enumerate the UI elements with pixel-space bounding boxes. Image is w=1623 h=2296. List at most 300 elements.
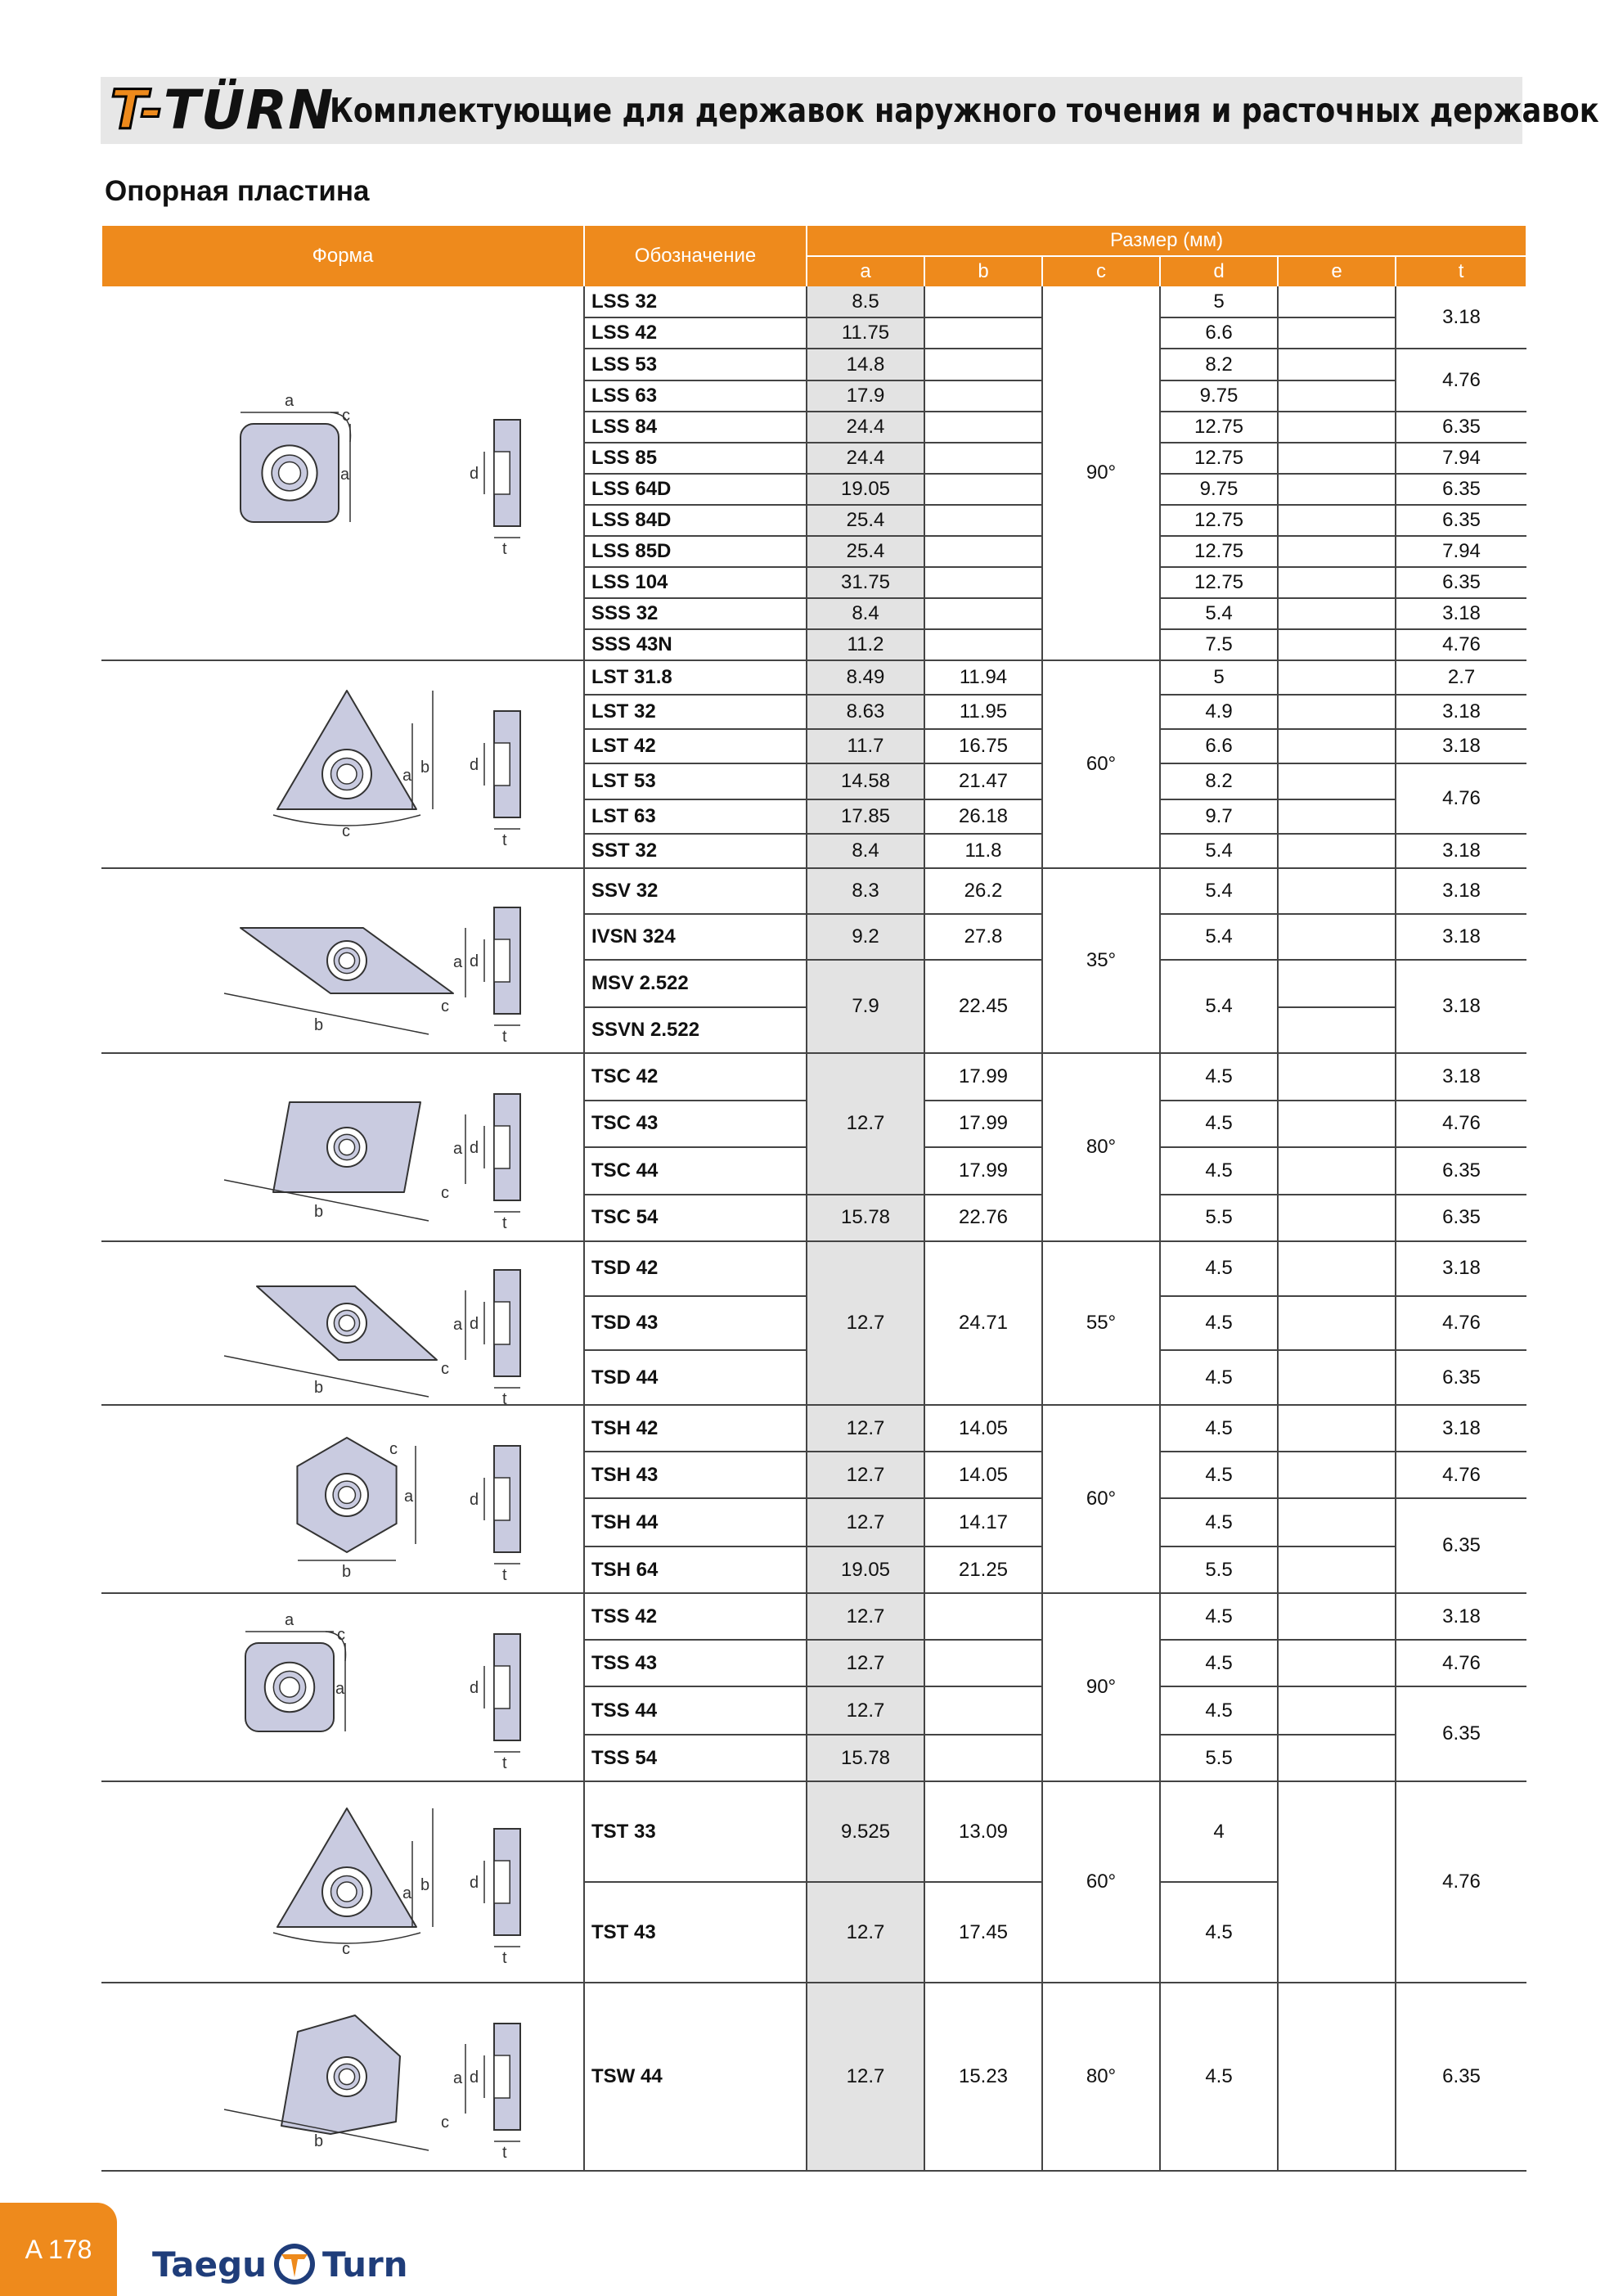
table-row (101, 1983, 1526, 2171)
dim-t-value: 4.76 (1396, 1296, 1526, 1351)
part-code: LSS 85 (584, 443, 807, 474)
dim-c-value: 80° (1042, 1053, 1160, 1241)
dim-a-value: 8.4 (807, 834, 924, 868)
part-code: TSS 54 (584, 1735, 807, 1781)
dim-e-value (1278, 412, 1396, 443)
dim-b-value (924, 1686, 1042, 1735)
part-code: TSC 43 (584, 1101, 807, 1148)
svg-text:a: a (453, 953, 463, 971)
dim-e-value (1278, 443, 1396, 474)
dim-e-value (1278, 1640, 1396, 1686)
dim-d-value: 4.5 (1160, 1147, 1278, 1195)
page-number: A 178 (0, 2203, 117, 2296)
dim-d-value: 4.5 (1160, 1053, 1278, 1101)
hexagon-plate-drawing (101, 1405, 584, 1593)
dim-c-value: 60° (1042, 1781, 1160, 1983)
svg-text:b: b (314, 1379, 324, 1397)
dim-d-value: 4.5 (1160, 1350, 1278, 1405)
dim-e-value (1278, 660, 1396, 695)
brand-emblem-icon (272, 2241, 317, 2287)
dim-t-value: 3.18 (1396, 598, 1526, 629)
dim-b-value: 15.23 (924, 1983, 1042, 2171)
dim-e-value (1278, 349, 1396, 380)
section-title: Опорная пластина (105, 175, 370, 207)
dim-d-value: 5.4 (1160, 598, 1278, 629)
svg-text:a: a (402, 1884, 412, 1902)
dim-d-value: 9.7 (1160, 799, 1278, 834)
dim-b-value: 27.8 (924, 914, 1042, 960)
col-form-header: Форма (101, 226, 584, 286)
dim-e-value (1278, 1241, 1396, 1296)
dim-a-value: 15.78 (807, 1195, 924, 1242)
dim-d-value: 4.5 (1160, 1593, 1278, 1640)
part-code: SSVN 2.522 (584, 1007, 807, 1053)
svg-text:b: b (314, 1203, 324, 1221)
dim-a-value: 12.7 (807, 1498, 924, 1546)
dim-e-value (1278, 474, 1396, 505)
svg-text:a: a (285, 1611, 294, 1629)
part-code: LSS 53 (584, 349, 807, 380)
dim-d-value: 4 (1160, 1781, 1278, 1882)
dim-d-value: 12.75 (1160, 536, 1278, 567)
part-code: LST 31.8 (584, 660, 807, 695)
dim-e-value (1278, 1452, 1396, 1498)
dim-d-value: 4.5 (1160, 1296, 1278, 1351)
dim-t-value: 6.35 (1396, 1983, 1526, 2171)
dim-b-value: 16.75 (924, 729, 1042, 763)
dim-b-value: 22.76 (924, 1195, 1042, 1242)
dim-e-value (1278, 868, 1396, 914)
svg-text:b: b (420, 759, 430, 777)
dim-d-value: 4.5 (1160, 1452, 1278, 1498)
dim-a-value: 12.7 (807, 1452, 924, 1498)
svg-text:t: t (502, 1949, 507, 1967)
dim-a-value: 31.75 (807, 567, 924, 598)
dim-b-value: 17.99 (924, 1101, 1042, 1148)
dim-d-value: 12.75 (1160, 412, 1278, 443)
dim-e-value (1278, 286, 1396, 317)
dim-t-value: 6.35 (1396, 1147, 1526, 1195)
dim-a-value: 19.05 (807, 474, 924, 505)
dim-d-value: 4.5 (1160, 1640, 1278, 1686)
svg-text:d: d (470, 465, 479, 483)
dim-e-value (1278, 505, 1396, 536)
dim-e-value (1278, 1498, 1396, 1546)
dim-e-value (1278, 914, 1396, 960)
dim-a-value: 25.4 (807, 505, 924, 536)
dim-header-t: t (1396, 256, 1526, 286)
dim-t-value: 4.76 (1396, 763, 1526, 834)
svg-text:t: t (502, 540, 507, 558)
dim-b-value: 26.2 (924, 868, 1042, 914)
dim-e-value (1278, 567, 1396, 598)
w-type-plate-drawing (101, 1983, 584, 2171)
svg-text:c: c (342, 1940, 350, 1958)
part-code: TSS 42 (584, 1593, 807, 1640)
dim-b-value: 11.94 (924, 660, 1042, 695)
table-row (101, 1593, 1526, 1640)
dim-b-value (924, 598, 1042, 629)
dim-b-value (924, 1735, 1042, 1781)
dim-e-value (1278, 1053, 1396, 1101)
part-code: TSD 43 (584, 1296, 807, 1351)
dim-d-value: 4.5 (1160, 1101, 1278, 1148)
dim-b-value: 22.45 (924, 960, 1042, 1053)
dim-e-value (1278, 834, 1396, 868)
svg-text:t: t (502, 2144, 507, 2162)
part-code: SST 32 (584, 834, 807, 868)
dim-e-value (1278, 1101, 1396, 1148)
dim-d-value: 8.2 (1160, 349, 1278, 380)
part-code: TSH 44 (584, 1498, 807, 1546)
svg-text:c: c (389, 1440, 398, 1458)
dim-t-value: 3.18 (1396, 729, 1526, 763)
part-code: TSS 44 (584, 1686, 807, 1735)
dim-e-value (1278, 799, 1396, 834)
dim-e-value (1278, 1593, 1396, 1640)
part-code: SSS 43N (584, 629, 807, 660)
dim-b-value (924, 629, 1042, 660)
dim-t-value: 3.18 (1396, 1593, 1526, 1640)
dim-b-value: 26.18 (924, 799, 1042, 834)
part-code: LSS 64D (584, 474, 807, 505)
dim-b-value (924, 317, 1042, 349)
square-rounded-plate-drawing (101, 1593, 584, 1781)
dim-t-value: 7.94 (1396, 536, 1526, 567)
dim-d-value: 5.4 (1160, 960, 1278, 1053)
svg-text:d: d (470, 756, 479, 774)
page-header (101, 77, 1599, 144)
dim-e-value (1278, 729, 1396, 763)
dim-header-d: d (1160, 256, 1278, 286)
svg-text:b: b (420, 1876, 430, 1894)
dim-a-value: 14.58 (807, 763, 924, 799)
table-row (101, 1053, 1526, 1101)
dim-t-value: 3.18 (1396, 695, 1526, 729)
dim-t-value: 4.76 (1396, 349, 1526, 412)
dim-t-value: 2.7 (1396, 660, 1526, 695)
dim-t-value: 6.35 (1396, 412, 1526, 443)
dim-b-value (924, 1640, 1042, 1686)
spec-table (101, 226, 1527, 2172)
dim-b-value: 17.99 (924, 1053, 1042, 1101)
dim-e-value (1278, 1195, 1396, 1242)
dim-b-value (924, 505, 1042, 536)
dim-e-value (1278, 1405, 1396, 1452)
dim-t-value: 6.35 (1396, 1686, 1526, 1781)
dim-header-a: a (807, 256, 924, 286)
dim-d-value: 5.5 (1160, 1735, 1278, 1781)
dim-t-value: 6.35 (1396, 1195, 1526, 1242)
dim-a-value: 11.75 (807, 317, 924, 349)
dim-d-value: 9.75 (1160, 380, 1278, 412)
dim-c-value: 90° (1042, 1593, 1160, 1781)
col-code-header: Обозначение (584, 226, 807, 286)
svg-text:t: t (502, 1754, 507, 1772)
dim-t-value: 4.76 (1396, 1452, 1526, 1498)
dim-t-value: 3.18 (1396, 914, 1526, 960)
part-code: TSH 43 (584, 1452, 807, 1498)
svg-text:c: c (342, 407, 350, 425)
dim-a-value: 14.8 (807, 349, 924, 380)
dim-b-value (924, 443, 1042, 474)
part-code: LST 63 (584, 799, 807, 834)
brand-left: Taegu (152, 2244, 268, 2285)
dim-e-value (1278, 695, 1396, 729)
dim-d-value: 6.6 (1160, 729, 1278, 763)
dim-d-value: 4.5 (1160, 1882, 1278, 1983)
dim-t-value: 4.76 (1396, 1781, 1526, 1983)
dim-b-value: 17.45 (924, 1882, 1042, 1983)
part-code: TSC 44 (584, 1147, 807, 1195)
dim-e-value (1278, 536, 1396, 567)
dim-a-value: 8.4 (807, 598, 924, 629)
dim-d-value: 9.75 (1160, 474, 1278, 505)
svg-text:d: d (470, 1139, 479, 1157)
svg-text:d: d (470, 1679, 479, 1697)
dim-a-value: 7.9 (807, 960, 924, 1053)
svg-text:a: a (453, 1316, 463, 1334)
dim-d-value: 4.5 (1160, 1405, 1278, 1452)
dim-b-value: 17.99 (924, 1147, 1042, 1195)
part-code: SSV 32 (584, 868, 807, 914)
svg-text:a: a (340, 466, 350, 484)
dim-d-value: 5.4 (1160, 868, 1278, 914)
dim-d-value: 5 (1160, 660, 1278, 695)
dim-a-value: 12.7 (807, 1053, 924, 1195)
col-size-header: Размер (мм) (807, 226, 1526, 256)
table-row (101, 660, 1526, 695)
part-code: TSH 42 (584, 1405, 807, 1452)
dim-c-value: 90° (1042, 286, 1160, 660)
dim-a-value: 8.3 (807, 868, 924, 914)
dim-d-value: 7.5 (1160, 629, 1278, 660)
part-code: TST 33 (584, 1781, 807, 1882)
logo-part2: TÜRN (163, 79, 335, 142)
part-code: TSS 43 (584, 1640, 807, 1686)
dim-d-value: 6.6 (1160, 317, 1278, 349)
svg-text:t: t (502, 1214, 507, 1232)
dim-d-value: 4.5 (1160, 1983, 1278, 2171)
svg-text:t: t (502, 1566, 507, 1584)
dim-d-value: 5 (1160, 286, 1278, 317)
dim-a-value: 17.85 (807, 799, 924, 834)
table-row (101, 286, 1526, 317)
svg-text:b: b (314, 1016, 324, 1034)
dim-b-value: 14.05 (924, 1405, 1042, 1452)
dim-a-value: 12.7 (807, 1640, 924, 1686)
svg-text:d: d (470, 1874, 479, 1892)
part-code: TSC 54 (584, 1195, 807, 1242)
svg-text:c: c (342, 822, 350, 840)
dim-e-value (1278, 1147, 1396, 1195)
part-code: TSC 42 (584, 1053, 807, 1101)
dim-e-value (1278, 763, 1396, 799)
part-code: TST 43 (584, 1882, 807, 1983)
dim-a-value: 8.5 (807, 286, 924, 317)
triangle-plate-drawing (101, 660, 584, 868)
svg-text:a: a (404, 1488, 414, 1506)
brand-right: Turn (322, 2244, 408, 2285)
part-code: LST 42 (584, 729, 807, 763)
dim-t-value: 3.18 (1396, 286, 1526, 349)
dim-a-value: 8.49 (807, 660, 924, 695)
svg-text:c: c (441, 2114, 449, 2132)
svg-text:t: t (502, 831, 507, 849)
dim-a-value: 24.4 (807, 412, 924, 443)
part-code: MSV 2.522 (584, 960, 807, 1007)
dim-a-value: 12.7 (807, 1405, 924, 1452)
dim-b-value (924, 1593, 1042, 1640)
dim-header-b: b (924, 256, 1042, 286)
part-code: LSS 32 (584, 286, 807, 317)
dim-a-value: 11.2 (807, 629, 924, 660)
dim-d-value: 5.5 (1160, 1195, 1278, 1242)
dim-a-value: 12.7 (807, 1686, 924, 1735)
dim-t-value: 4.76 (1396, 629, 1526, 660)
svg-text:a: a (402, 767, 412, 785)
dim-b-value: 14.05 (924, 1452, 1042, 1498)
dim-c-value: 80° (1042, 1983, 1160, 2171)
dim-t-value: 6.35 (1396, 1498, 1526, 1593)
dim-a-value: 12.7 (807, 1241, 924, 1405)
part-code: TSW 44 (584, 1983, 807, 2171)
dim-d-value: 8.2 (1160, 763, 1278, 799)
part-code: LSS 63 (584, 380, 807, 412)
dim-e-value (1278, 1546, 1396, 1593)
dim-e-value (1278, 1350, 1396, 1405)
square-plate-drawing (101, 286, 584, 660)
dim-b-value (924, 567, 1042, 598)
dim-e-value (1278, 960, 1396, 1007)
dim-e-value (1278, 1983, 1396, 2171)
table-row (101, 868, 1526, 914)
rhombic-35-plate-drawing (101, 868, 584, 1053)
dim-a-value: 25.4 (807, 536, 924, 567)
dim-b-value: 21.47 (924, 763, 1042, 799)
part-code: LST 53 (584, 763, 807, 799)
part-code: LSS 85D (584, 536, 807, 567)
dim-t-value: 6.35 (1396, 567, 1526, 598)
dim-t-value: 3.18 (1396, 960, 1526, 1053)
dim-a-value: 12.7 (807, 1983, 924, 2171)
table-row (101, 1405, 1526, 1452)
svg-text:t: t (502, 1028, 507, 1046)
dim-b-value (924, 286, 1042, 317)
dim-t-value: 6.35 (1396, 1350, 1526, 1405)
svg-text:a: a (285, 392, 294, 410)
dim-t-value: 6.35 (1396, 505, 1526, 536)
dim-e-value (1278, 598, 1396, 629)
dim-b-value (924, 474, 1042, 505)
dim-d-value: 12.75 (1160, 567, 1278, 598)
table-row (101, 1241, 1526, 1296)
svg-text:a: a (453, 2069, 463, 2087)
svg-text:c: c (337, 1626, 345, 1644)
dim-e-value (1278, 629, 1396, 660)
dim-d-value: 12.75 (1160, 443, 1278, 474)
svg-text:d: d (470, 1491, 479, 1509)
dim-t-value: 4.76 (1396, 1101, 1526, 1148)
part-code: LSS 84D (584, 505, 807, 536)
dim-e-value (1278, 380, 1396, 412)
dim-a-value: 12.7 (807, 1593, 924, 1640)
dim-d-value: 4.5 (1160, 1686, 1278, 1735)
dim-t-value: 3.18 (1396, 1241, 1526, 1296)
dim-d-value: 5.4 (1160, 834, 1278, 868)
part-code: LSS 42 (584, 317, 807, 349)
dim-c-value: 60° (1042, 660, 1160, 868)
dim-t-value: 3.18 (1396, 868, 1526, 914)
trigon-plate-drawing (101, 1781, 584, 1983)
dim-e-value (1278, 1735, 1396, 1781)
dim-a-value: 19.05 (807, 1546, 924, 1593)
dim-d-value: 5.5 (1160, 1546, 1278, 1593)
dim-t-value: 6.35 (1396, 474, 1526, 505)
dim-e-value (1278, 1007, 1396, 1053)
svg-text:a: a (453, 1140, 463, 1158)
dim-c-value: 55° (1042, 1241, 1160, 1405)
svg-text:b: b (342, 1563, 352, 1581)
dim-d-value: 4.5 (1160, 1498, 1278, 1546)
dim-b-value (924, 349, 1042, 380)
dim-a-value: 9.525 (807, 1781, 924, 1882)
dim-e-value (1278, 1686, 1396, 1735)
part-code: TSD 44 (584, 1350, 807, 1405)
logo-part1: T- (110, 79, 164, 142)
dim-a-value: 12.7 (807, 1882, 924, 1983)
dim-a-value: 17.9 (807, 380, 924, 412)
dim-t-value: 3.18 (1396, 1053, 1526, 1101)
taegu-turn-logo (152, 2235, 408, 2293)
dim-t-value: 3.18 (1396, 1405, 1526, 1452)
part-code: IVSN 324 (584, 914, 807, 960)
svg-text:b: b (314, 2132, 324, 2150)
dim-b-value (924, 412, 1042, 443)
part-code: LSS 104 (584, 567, 807, 598)
svg-text:d: d (470, 1315, 479, 1333)
dim-a-value: 8.63 (807, 695, 924, 729)
dim-t-value: 7.94 (1396, 443, 1526, 474)
dim-c-value: 60° (1042, 1405, 1160, 1593)
dim-a-value: 15.78 (807, 1735, 924, 1781)
dim-b-value: 21.25 (924, 1546, 1042, 1593)
dim-a-value: 9.2 (807, 914, 924, 960)
dim-d-value: 5.4 (1160, 914, 1278, 960)
dim-t-value: 3.18 (1396, 834, 1526, 868)
dim-e-value (1278, 317, 1396, 349)
dim-a-value: 24.4 (807, 443, 924, 474)
part-code: LSS 84 (584, 412, 807, 443)
svg-text:a: a (335, 1680, 345, 1698)
dim-d-value: 12.75 (1160, 505, 1278, 536)
svg-text:c: c (441, 1184, 449, 1202)
dim-b-value: 13.09 (924, 1781, 1042, 1882)
dim-e-value (1278, 1781, 1396, 1983)
svg-text:t: t (502, 1390, 507, 1404)
dim-d-value: 4.5 (1160, 1241, 1278, 1296)
part-code: TSH 64 (584, 1546, 807, 1593)
dim-header-e: e (1278, 256, 1396, 286)
part-code: SSS 32 (584, 598, 807, 629)
svg-text:c: c (441, 997, 449, 1015)
dim-b-value (924, 380, 1042, 412)
part-code: LST 32 (584, 695, 807, 729)
dim-t-value: 4.76 (1396, 1640, 1526, 1686)
rhombic-80-plate-drawing (101, 1053, 584, 1241)
dim-b-value: 11.95 (924, 695, 1042, 729)
svg-text:d: d (470, 2069, 479, 2087)
